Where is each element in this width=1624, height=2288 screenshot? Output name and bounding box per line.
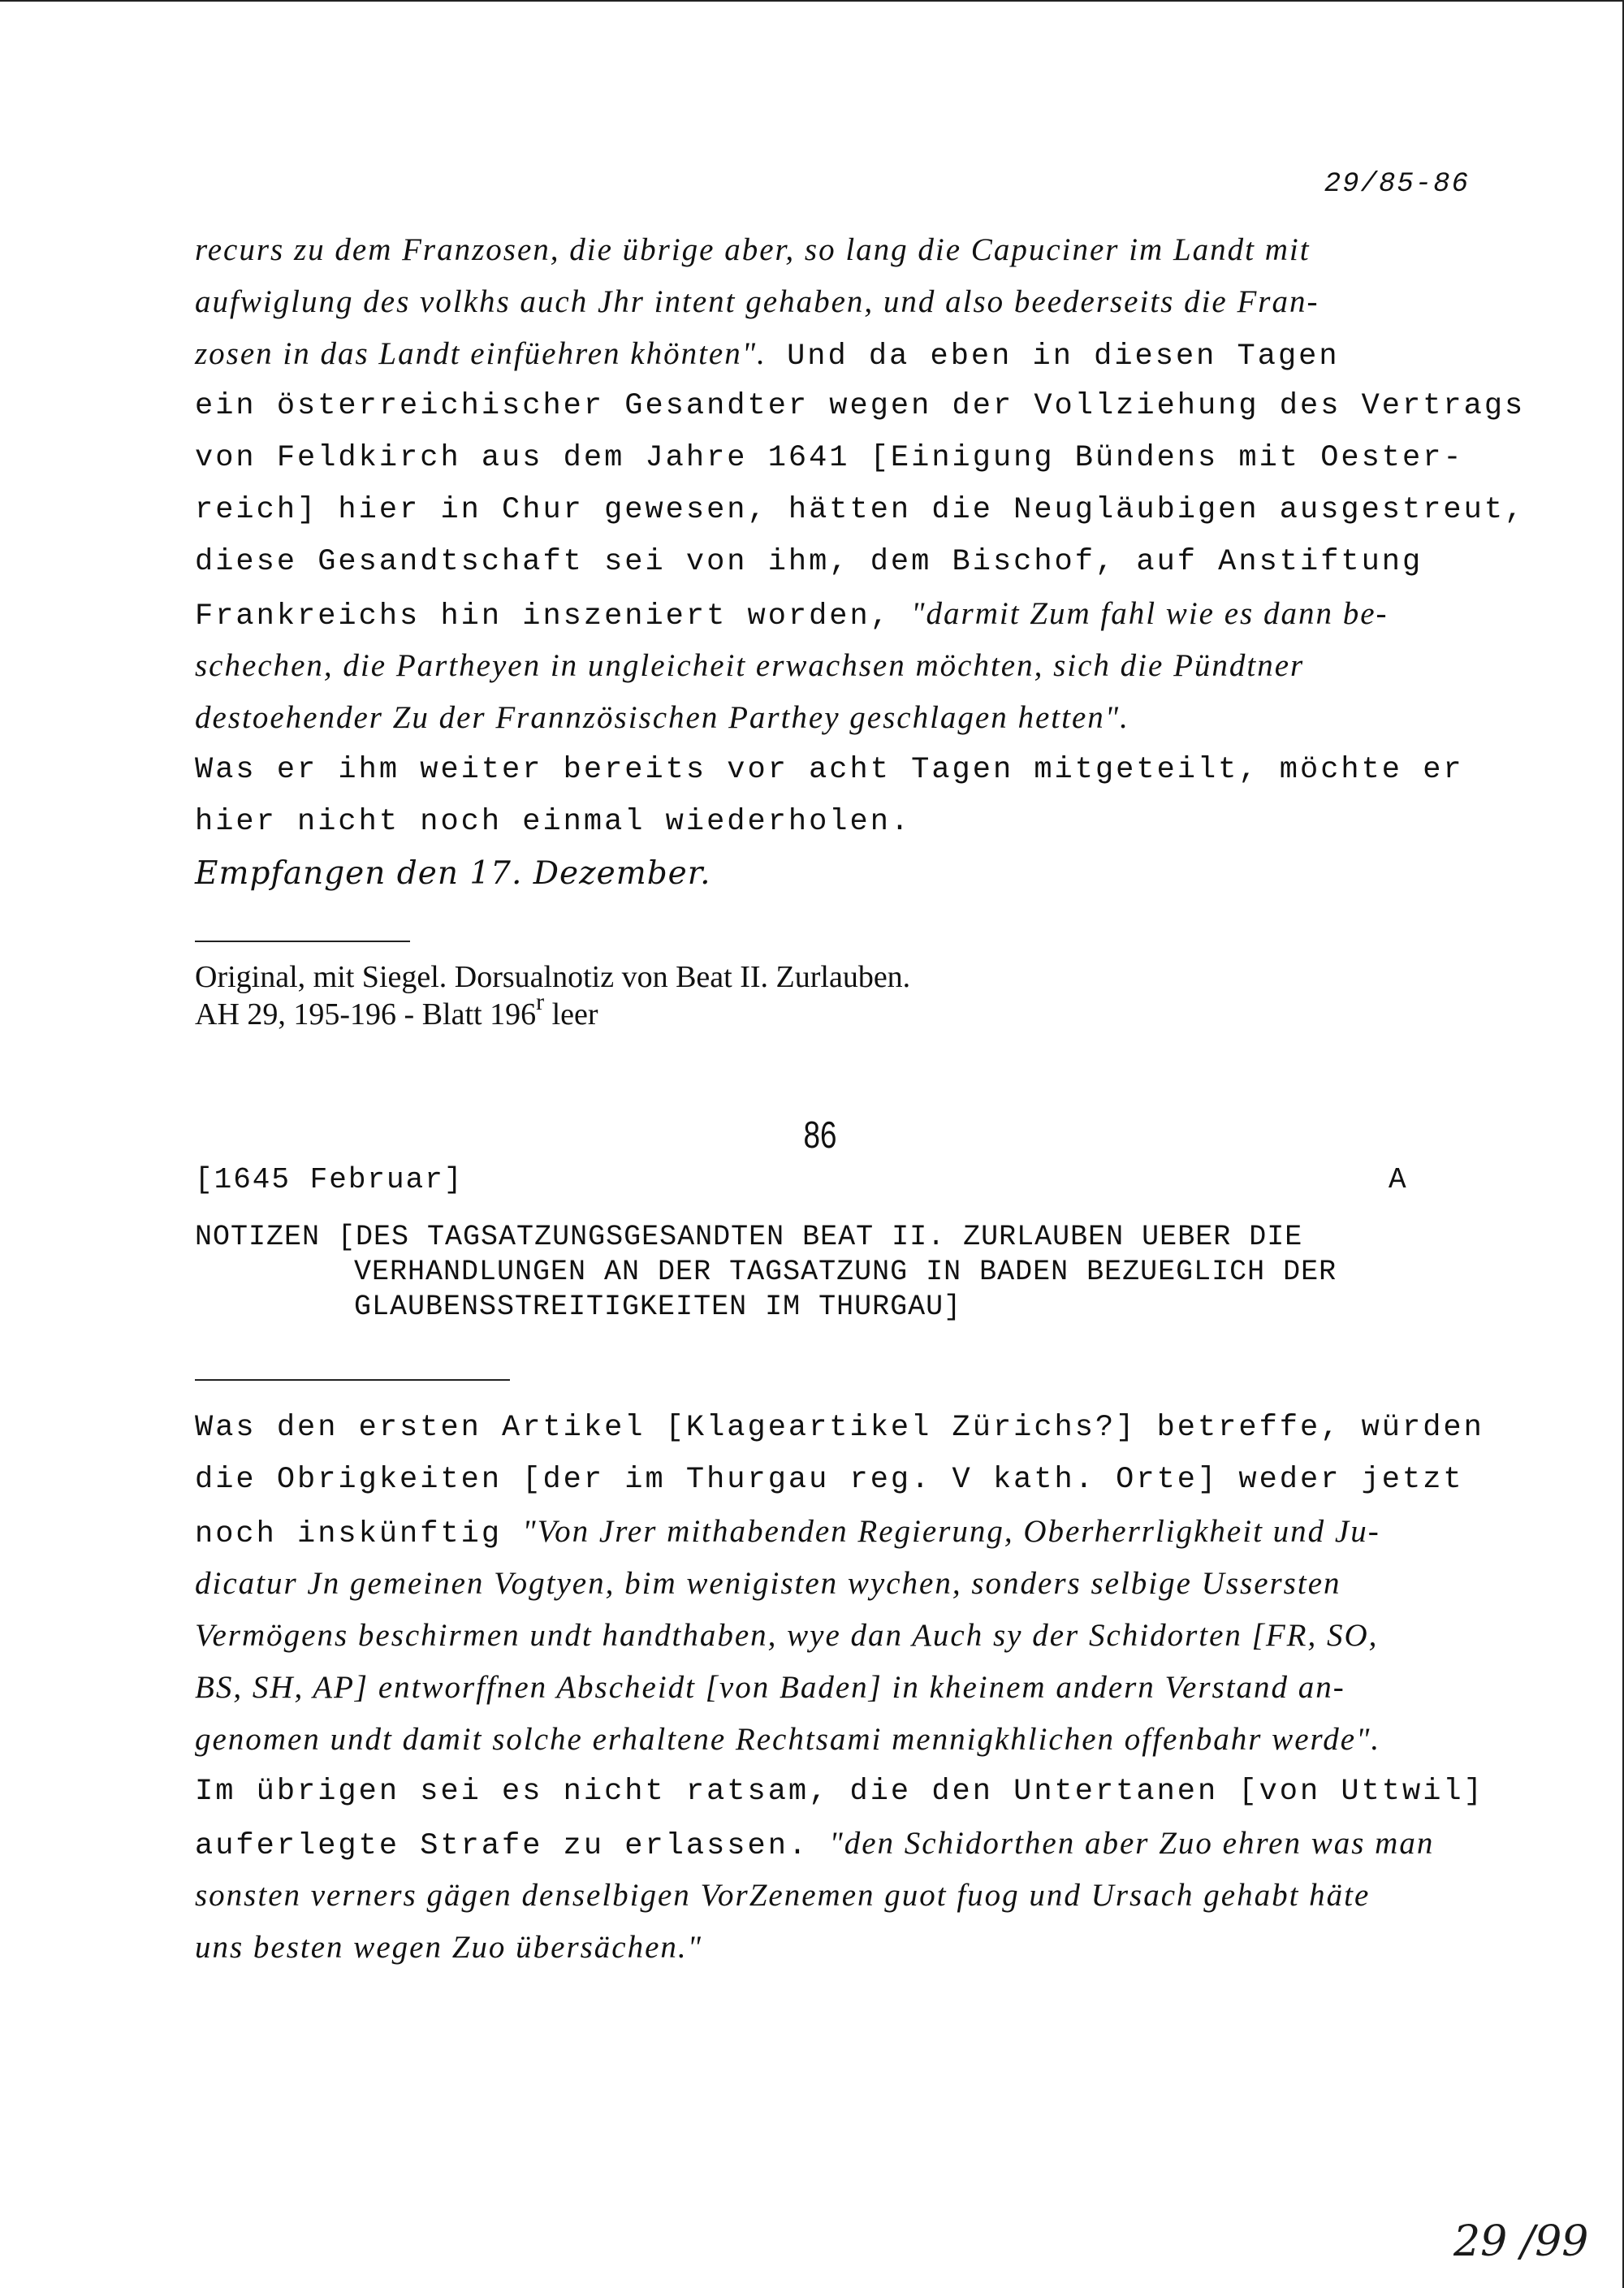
text-line: Vermögens beschirmen undt handthaben, wye dan Auch sy der Schidorten [FR, SO, <box>195 1618 1379 1653</box>
heading-line: NOTIZEN [DES TAGSATZUNGSGESANDTEN BEAT II. ZURLAUBEN UEBER DIE <box>195 1221 1303 1253</box>
text-line: uns besten wegen Zuo übersächen." <box>195 1930 703 1965</box>
source-note-line: Original, mit Siegel. Dorsualnotiz von Beat II. Zurlauben. <box>195 960 911 994</box>
text-line: reich] hier in Chur gewesen, hätten die Neugläubigen ausgestreut, <box>195 493 1526 527</box>
text-line: dicatur Jn gemeinen Vogtyen, bim wenigisten wychen, sonders selbige Ussersten <box>195 1566 1341 1601</box>
text-line: hier nicht noch einmal wiederholen. <box>195 805 912 839</box>
document-number: 86 <box>803 1114 837 1156</box>
text-line: sonsten verners gägen denselbigen VorZenemen guot fuog und Ursach gehabt häte <box>195 1878 1371 1913</box>
text-line <box>195 1818 1478 1870</box>
continued-letter-text <box>195 224 1526 900</box>
text-line: ein österreichischer Gesandter wegen der Vollziehung des Vertrags <box>195 389 1526 423</box>
received-note: Empfangen den 17. Dezember. <box>195 855 711 892</box>
text-line: von Feldkirch aus dem Jahre 1641 [Einigung Bündens mit Oester- <box>195 441 1464 475</box>
document-marker: A <box>1389 1163 1406 1196</box>
source-note <box>195 958 910 1036</box>
text-fragment: Und da eben in diesen Tagen <box>766 340 1340 374</box>
text-line: Was er ihm weiter bereits vor acht Tagen mitgeteilt, möchte er <box>195 753 1464 787</box>
text-line: recurs zu dem Franzosen, die übrige aber, so lang die Capuciner im Landt mit <box>195 232 1311 267</box>
heading-divider <box>195 1379 510 1381</box>
heading-line: GLAUBENSSTREITIGKEITEN IM THURGAU] <box>354 1291 962 1323</box>
text-line: genomen undt damit solche erhaltene Rechtsami mennigkhlichen offenbahr werde". <box>195 1722 1381 1757</box>
text-line: Im übrigen sei es nicht ratsam, die den Untertanen [von Uttwil] <box>195 1775 1484 1809</box>
text-fragment: Frankreichs hin inszeniert worden, <box>195 599 912 634</box>
text-fragment: AH 29, 195-196 - Blatt 196 <box>195 997 537 1032</box>
quote-fragment: "darmit Zum fahl wie es dann be- <box>911 596 1389 631</box>
quote-fragment: "Von Jrer mithabenden Regierung, Oberherrligkheit und Ju- <box>522 1514 1380 1549</box>
document-date: [1645 Februar] <box>195 1163 464 1196</box>
heading-line: VERHANDLUNGEN AN DER TAGSATZUNG IN BADEN BEZUEGLICH DER <box>354 1256 1337 1288</box>
document-heading <box>195 1220 1494 1325</box>
text-line: aufwiglung des volkhs auch Jhr intent gehaben, und also beederseits die Fran- <box>195 284 1320 319</box>
text-fragment: auferlegte Strafe zu erlassen. <box>195 1829 830 1863</box>
document-text <box>195 1402 1484 1974</box>
text-line: schechen, die Partheyen in ungleicheit erwachsen möchten, sich die Pündtner <box>195 648 1305 683</box>
text-fragment: leer <box>544 997 598 1032</box>
text-line: BS, SH, AP] entworffnen Abscheidt [von Baden] in kheinem andern Verstand an- <box>195 1670 1345 1705</box>
text-line: diese Gesandtschaft sei von ihm, dem Bischof, auf Anstiftung <box>195 545 1423 579</box>
text-line <box>195 1506 1478 1558</box>
quote-fragment: "den Schidorthen aber Zuo ehren was man <box>829 1826 1435 1861</box>
page-reference: 29/85-86 <box>1324 169 1470 200</box>
text-line: destoehender Zu der Frannzösischen Parthey geschlagen hetten". <box>195 700 1129 735</box>
top-edge-line <box>0 0 1624 2</box>
footnote-divider <box>195 941 410 942</box>
superscript: r <box>536 988 545 1015</box>
text-line: die Obrigkeiten [der im Thurgau reg. V kath. Orte] weder jetzt <box>195 1463 1464 1497</box>
quote-fragment: zosen in das Landt einfüehren khönten". <box>195 336 767 371</box>
source-note-line <box>195 988 910 1036</box>
text-line <box>195 588 1478 640</box>
text-line: Was den ersten Artikel [Klageartikel Zürichs?] betreffe, würden <box>195 1411 1484 1445</box>
text-fragment: noch inskünftig <box>195 1517 523 1551</box>
handwritten-folio-number: 29 /99 <box>1453 2217 1589 2266</box>
text-line <box>195 328 1478 380</box>
